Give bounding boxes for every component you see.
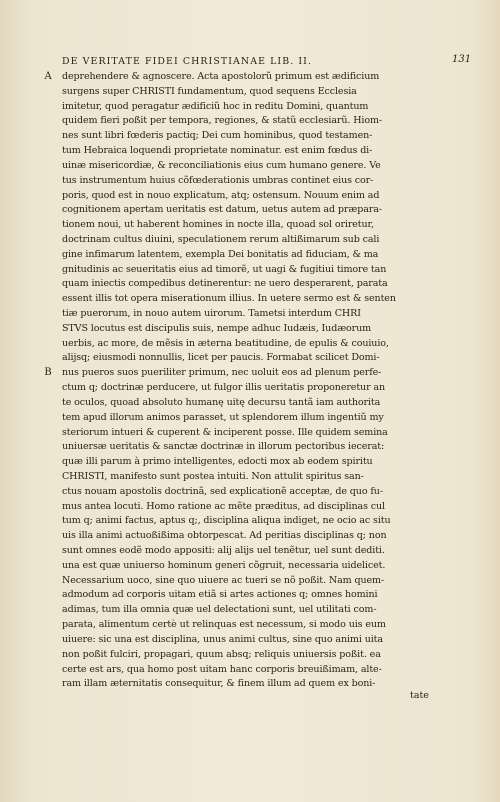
- line-text: uniuersæ ueritatis & sanctæ doctrinæ in illorum pectoribus iecerat:: [62, 441, 385, 453]
- line-text: quæ illi parum à primo intelligentes, edocti mox ab eodem spiritu: [62, 456, 373, 468]
- line-text: parata, alimentum certè ut relinquas est necessum, si modo uis eum: [62, 619, 386, 631]
- text-line: [40, 574, 456, 589]
- line-text: tum q; animi factus, aptus q;, disciplina aliqua indiget, ne ocio ac situ: [62, 515, 391, 527]
- line-text: surgens super CHRISTI fundamentum, quod sequens Ecclesia: [62, 85, 357, 97]
- text-line: [40, 440, 456, 455]
- text-line: [40, 455, 456, 470]
- line-text: Necessarium uoco, sine quo uiuere ac tueri se nõ poßit. Nam quem-: [62, 574, 385, 586]
- line-text: tionem noui, ut haberent homines in nocte illa, quoad sol oriretur,: [62, 219, 374, 231]
- line-text: steriorum intueri & cuperent & inciperent posse. Ille quidem semina: [62, 426, 388, 438]
- text-line: [40, 70, 456, 85]
- text-line: [40, 100, 456, 115]
- text-line: [40, 529, 456, 544]
- line-text: CHRISTI, manifesto sunt postea intuiti. Non attulit spiritus san-: [62, 470, 364, 482]
- line-text: una est quæ uniuerso hominum generi cõgruit, necessaria uidelicet.: [62, 559, 386, 571]
- text-line: [40, 277, 456, 292]
- text-line: [40, 663, 456, 678]
- text-line: [40, 337, 456, 352]
- text-line: [40, 203, 456, 218]
- line-text: uerbis, ac more, de mẽsis in æterna beatitudine, de epulis & couiuio,: [62, 337, 389, 349]
- line-text: essent illis tot opera miserationum illius. In uetere sermo est & senten: [62, 293, 396, 305]
- line-text: gine infimarum latentem, exempla Dei bonitatis ad fiduciam, & ma: [62, 248, 379, 260]
- line-text: quam iniectis compedibus detinerentur: ne uero desperarent, parata: [62, 278, 388, 290]
- running-head: DE VERITATE FIDEI CHRISTIANAE LIB. II.: [62, 56, 313, 67]
- marginal-letter: B: [44, 367, 52, 379]
- text-line: [40, 114, 456, 129]
- line-text: doctrinam cultus diuini, speculationem rerum altißimarum sub cali: [62, 233, 380, 245]
- text-block: [40, 70, 456, 692]
- line-text: cognitionem apertam ueritatis est datum, uetus autem ad præpara-: [62, 204, 382, 216]
- line-text: nus pueros suos pueriliter primum, nec uoluit eos ad plenum perfe-: [62, 367, 382, 379]
- line-text: quidem fieri poßit per tempora, regiones, & statũ ecclesiarũ. Hiom-: [62, 115, 383, 127]
- line-text: sunt omnes eodẽ modo appositi: alij alijs uel tenẽtur, uel sunt dediti.: [62, 545, 385, 556]
- line-text: deprehendere & agnoscere. Acta apostolorũ primum est ædificium: [62, 71, 380, 82]
- text-line: [40, 677, 456, 692]
- text-line: [40, 144, 456, 159]
- text-line: [40, 159, 456, 174]
- text-line: [40, 351, 456, 366]
- line-text: te oculos, quoad absoluto humanę uitę decursu tantã iam authorita: [62, 396, 381, 408]
- line-text: uinæ misericordiæ, & reconciliationis eius cum humano genere. Ve: [62, 159, 381, 171]
- line-text: alijsq; eiusmodi nonnullis, licet per paucis. Formabat scilicet Domi-: [62, 352, 380, 364]
- text-line: [40, 174, 456, 189]
- text-line: [40, 381, 456, 396]
- text-line: [40, 559, 456, 574]
- text-line: [40, 485, 456, 500]
- line-text: tiæ puerorum, in nouo autem uirorum. Tametsi interdum CHRI: [62, 308, 361, 319]
- line-text: non poßit fulciri, propagari, quum absq; reliquis uniuersis poßit. ea: [62, 648, 381, 660]
- text-line: [40, 648, 456, 663]
- line-text: uis illa animi actuoßißima obtorpescat. Ad peritias disciplinas q; non: [62, 530, 387, 542]
- text-line: [40, 263, 456, 278]
- text-line: [40, 189, 456, 204]
- text-line: [40, 500, 456, 515]
- text-line: [40, 307, 456, 322]
- text-line: [40, 292, 456, 307]
- line-text: admodum ad corporis uitam etiã si artes actiones q; omnes homini: [62, 589, 378, 601]
- line-text: tem apud illorum animos parasset, ut splendorem illum ingentiũ my: [62, 411, 384, 423]
- catchword: tate: [410, 690, 429, 701]
- line-text: adimas, tum illa omnia quæ uel delectationi sunt, uel utilitati com-: [62, 604, 377, 616]
- line-text: gnitudinis ac seueritatis eius ad timorẽ, ut uagi & fugitiui timore tan: [62, 263, 387, 275]
- text-line: [40, 426, 456, 441]
- text-line: [40, 603, 456, 618]
- line-text: uiuere: sic una est disciplina, unus animi cultus, sine quo animi uita: [62, 633, 383, 645]
- line-text: imitetur, quod peragatur ædificiũ hoc in reditu Domini, quantum: [62, 100, 369, 112]
- line-text: ram illam æternitatis consequitur, & finem illum ad quem ex boni-: [62, 678, 376, 690]
- line-text: ctus nouam apostolis doctrinã, sed explicationẽ acceptæ, de quo fu-: [62, 485, 383, 497]
- line-text: mus antea locuti. Homo ratione ac mẽte præditus, ad disciplinas cul: [62, 500, 385, 512]
- line-text: tum Hebraica loquendi proprietate nominatur. est enim fœdus di-: [62, 145, 373, 157]
- text-line: [40, 618, 456, 633]
- text-line: [40, 470, 456, 485]
- page-number: 131: [452, 54, 472, 65]
- text-line: [40, 588, 456, 603]
- line-text: STVS locutus est discipulis suis, nempe adhuc Iudæis, Iudæorum: [62, 322, 372, 334]
- text-line: [40, 129, 456, 144]
- text-line: [40, 233, 456, 248]
- line-text: nes sunt libri fœderis pactiq; Dei cum hominibus, quod testamen-: [62, 130, 373, 142]
- text-line: [40, 396, 456, 411]
- text-line: [40, 544, 456, 559]
- text-line: [40, 322, 456, 337]
- text-line: [40, 248, 456, 263]
- text-line: [40, 633, 456, 648]
- line-text: certe est ars, qua homo post uitam hanc corporis breuißimam, alte-: [62, 663, 382, 675]
- marginal-letter: A: [44, 71, 52, 82]
- text-line: [40, 411, 456, 426]
- text-line: [40, 218, 456, 233]
- text-line: [40, 85, 456, 100]
- text-line: [40, 366, 456, 381]
- text-line: [40, 514, 456, 529]
- line-text: ctum q; doctrinæ perducere, ut fulgor illis ueritatis proponeretur an: [62, 382, 386, 394]
- line-text: poris, quod est in nouo explicatum, atq; ostensum. Nouum enim ad: [62, 189, 380, 201]
- line-text: tus instrumentum huius cõfœderationis umbras continet eius cor-: [62, 174, 374, 186]
